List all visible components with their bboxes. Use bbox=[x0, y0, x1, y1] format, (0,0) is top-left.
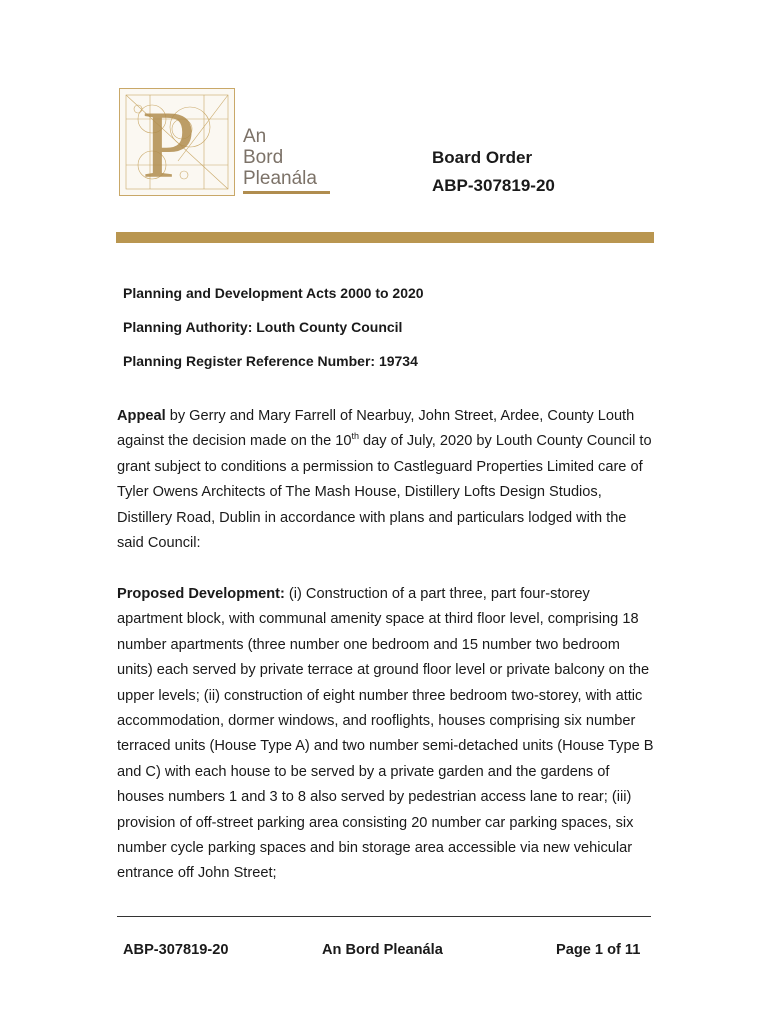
logo-emblem bbox=[119, 88, 235, 196]
register-line: Planning Register Reference Number: 19734 bbox=[123, 353, 418, 369]
logo-drawing-icon bbox=[120, 89, 234, 195]
footer-divider bbox=[117, 916, 651, 917]
proposed-label: Proposed Development: bbox=[117, 586, 285, 602]
footer-reference: ABP-307819-20 bbox=[123, 942, 229, 958]
authority-line: Planning Authority: Louth County Council bbox=[123, 319, 403, 335]
logo-wordmark bbox=[243, 126, 317, 189]
appeal-paragraph bbox=[117, 404, 657, 556]
header-divider-bar bbox=[116, 232, 654, 243]
document-title: Board Order bbox=[432, 148, 533, 167]
appeal-sup: th bbox=[351, 431, 359, 442]
logo-line-3: Pleanála bbox=[243, 168, 317, 189]
appeal-text-2: day of July, 2020 by Louth County Council to grant subject to conditions a permission to Castleguard Properties Limited care of Tyler Owens Architects of The Mash House, Distillery Lofts Design Studios, Distillery Road, Dublin in accordance with plans and particulars lodged with the said Council: bbox=[117, 433, 652, 552]
planning-meta bbox=[123, 285, 424, 387]
appeal-text-1: by Gerry and Mary Farrell of Nearbuy, John Street, Ardee, County Louth against the decision made on the 10 bbox=[117, 408, 635, 450]
proposed-development-paragraph bbox=[117, 582, 657, 887]
logo-line-1: An bbox=[243, 126, 267, 147]
proposed-text: (i) Construction of a part three, part four-storey apartment block, with communal amenity space at third floor level, comprising 18 number apartments (three number one bedroom and 15 number two bedroom units) each served by private terrace at ground floor level or private balcony on the upper levels; (ii) construction of eight number three bedroom two-storey, with attic accommodation, dormer windows, and rooflights, houses comprising six number terraced units (House Type A) and two number semi-detached units (House Type B and C) with each house to be served by a private garden and the gardens of houses numbers 1 and 3 to 8 also served by pedestrian access lane to rear; (iii) provision of off-street parking area consisting 20 number car parking spaces, six number cycle parking spaces and bin storage area accessible via new vehicular entrance off John Street; bbox=[117, 586, 654, 882]
document-header bbox=[432, 144, 555, 200]
appeal-label: Appeal bbox=[117, 408, 166, 424]
document-reference: ABP-307819-20 bbox=[432, 176, 555, 195]
logo-letter: P bbox=[142, 91, 196, 195]
logo-underline bbox=[243, 191, 330, 194]
acts-line: Planning and Development Acts 2000 to 2020 bbox=[123, 285, 424, 301]
logo-line-2: Bord bbox=[243, 147, 284, 168]
footer-organization: An Bord Pleanála bbox=[322, 942, 443, 958]
footer-page-number: Page 1 of 11 bbox=[556, 942, 641, 958]
